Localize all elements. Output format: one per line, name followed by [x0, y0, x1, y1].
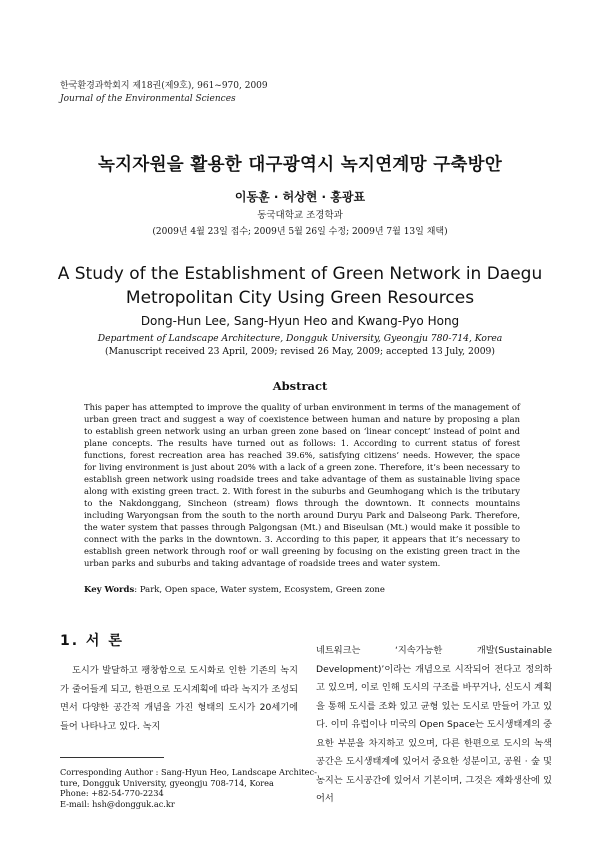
korean-authors: 이동훈 · 허상현 · 홍광표 [234, 190, 366, 204]
footnote-rule [60, 757, 164, 758]
correspondence-note [60, 767, 317, 809]
right-column [316, 642, 552, 809]
keywords-text: : Park, Open space, Water system, Ecosystem, Green zone [134, 585, 385, 595]
english-title: A Study of the Establishment of Green Network in Daegu Metropolitan City Using Green Resources [57, 264, 543, 308]
english-dates: (Manuscript received 23 April, 2009; revised 26 May, 2009; accepted 13 July, 2009) [105, 346, 495, 357]
keywords-label: Key Words [84, 585, 135, 595]
korean-title: 녹지자원을 활용한 대구광역시 녹지연계망 구축방안 [97, 155, 503, 175]
abstract-heading: Abstract [272, 379, 328, 393]
journal-header [60, 80, 268, 106]
intro-paragraph-right: 네트워크는 ‘지속가능한 개발(Sustainable Development)’이라는 개념으로 시작되어 전다고 정의하고 있으며, 이로 인해 도시의 구조를 바꾸거나, 신도시 계획을 통해 도시를 조화 있고 균형 있는 도시로 만들어 가고 있다. 이미 유럽이나 미국의 Open Space는 도시생태계의 중요한 부분을 차지하고 있으며, 다른 한편으로 도시의 녹색공간은 도시생태계에 있어서 중요한 성분이고, 공원 · 숲 및 농지는 도시공간에 있어서 기본이며, 그것은 재화생산에 있어서 [316, 645, 552, 804]
correspondence-line: Corresponding Author : Sang-Hyun Heo, Landscape Architec- [60, 767, 317, 777]
abstract-body: This paper has attempted to improve the quality of urban environment in terms of the management of urban green tract and suggest a way of coexistence between human and nature by proposing a plan to establish green network using an urban green zone based on ‘linear concept’ instead of point and plane concepts. The results have turned out as follows: 1. According to current status of forest functions, forest recreation area has reached 39.6%, satisfying citizens’ needs. However, the space for living environment is just about 20% with a lack of a green zone. Therefore, it’s been necessary to establish green network using roadside trees and take advantage of them as sustainable living space along with existing green tract. 2. With forest in the suburbs and Geumhogang which is the tributary to the Nakdonggang, Sincheon (stream) flows through the downtown. It connects mountains including Waryongsan from the south to the north around Duryu Park and Dalseong Park. Therefore, the water system that passes through Palgongsan (Mt.) and Biseulsan (Mt.) would make it possible to connect with the parks in the downtown. 3. According to this paper, it appears that it’s necessary to establish green network through roof or wall greening by focusing on the existing green tract in the urban parks and suburbs and taking advantage of roadside trees and water system. [84, 402, 520, 568]
keywords [84, 585, 520, 595]
section-heading: 1. 서 론 [60, 633, 124, 649]
correspondence-line: ture, Dongguk University, gyeongju 708-714, Korea [60, 777, 274, 788]
left-column [60, 662, 298, 736]
english-authors: Dong-Hun Lee, Sang-Hyun Heo and Kwang-Pyo Hong [140, 314, 460, 328]
correspondence-email: E-mail: hsh@dongguk.ac.kr [60, 798, 175, 809]
korean-dates: (2009년 4월 23일 접수; 2009년 5월 26일 수정; 2009년 7월 13일 채택) [152, 227, 448, 237]
english-affiliation: Department of Landscape Architecture, Dongguk University, Gyeongju 780-714, Korea [97, 333, 503, 344]
intro-paragraph-left: 도시가 발달하고 팽창함으로 도시화로 인한 기존의 녹지가 줄어들게 되고, 한편으로 도시계획에 따라 녹지가 조성되면서 다양한 공간적 개념을 가진 형태의 도시가 20세기에 들어 나타나고 있다. 녹지 [60, 665, 298, 732]
correspondence-phone: Phone: +82-54-770-2234 [60, 788, 164, 799]
korean-affiliation: 동국대학교 조경학과 [257, 210, 343, 221]
journal-citation: 한국환경과학회지 제18권(제9호), 961~970, 2009 [60, 81, 268, 91]
journal-name: Journal of the Environmental Sciences [60, 94, 236, 104]
